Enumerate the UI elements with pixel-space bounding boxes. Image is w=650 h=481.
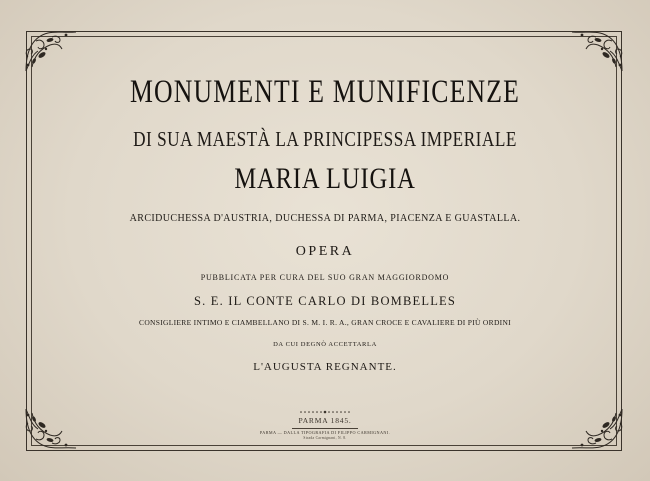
corner-ornament-icon [22,405,80,453]
acceptance-note: DA CUI DEGNÒ ACCETTARLA [273,341,377,348]
corner-ornament-icon [568,405,626,453]
printer-imprint: PARMA — DALLA TIPOGRAFIA DI FILIPPO CARMIGNANI. [259,430,391,435]
editor-roles: CONSIGLIERE INTIMO E CIAMBELLANO DI S. M. I. R. A., GRAN CROCE E CAVALIERE DI PIÙ ORDINI [139,318,511,327]
subtitle: DI SUA MAESTÀ LA PRINCIPESSA IMPERIALE [133,127,517,151]
work-label: OPERA [295,244,355,259]
editor-name: S. E. IL CONTE CARLO DI BOMBELLES [193,294,457,308]
main-title: MONUMENTI E MUNIFICENZE [129,74,521,110]
place-and-date: PARMA 1845. [298,416,352,425]
dedicatee-titles: ARCIDUCHESSA D'AUSTRIA, DUCHESSA DI PARMA, PIACENZA E GUASTALLA. [129,213,521,224]
corner-ornament-icon [568,27,626,75]
corner-ornament-icon [22,27,80,75]
dedicatee-name: MARIA LUIGIA [234,162,416,195]
dotted-rule-icon [298,409,352,415]
augusta-line: L'AUGUSTA REGNANTE. [253,361,397,373]
printer-address: Strada Carmignani, N. 8. [303,436,347,440]
publication-note: PUBBLICATA PER CURA DEL SUO GRAN MAGGIORDOMO [200,273,450,282]
imprint-divider [292,428,358,429]
